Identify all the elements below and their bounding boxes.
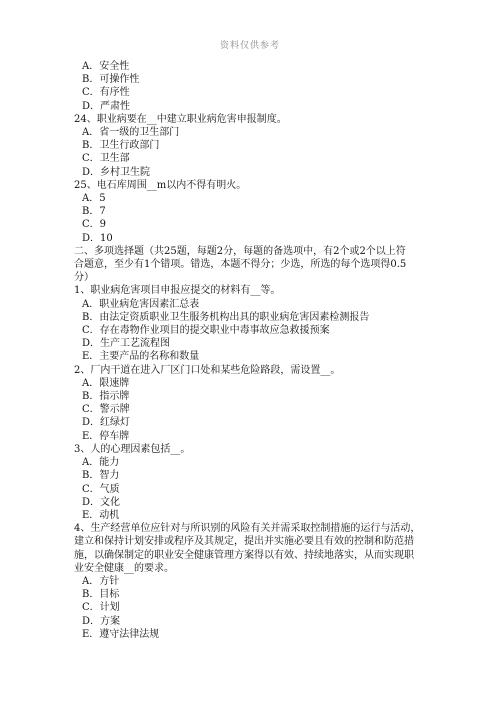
option: C．9 (82, 219, 107, 231)
option: B．7 (82, 206, 106, 218)
document-body (74, 60, 434, 641)
option: B．智力 (82, 470, 120, 482)
option: A．能力 (82, 457, 120, 469)
option: E．主要产品的名称和数量 (82, 351, 200, 363)
option: C．气质 (82, 483, 120, 495)
option: B．可操作性 (82, 74, 140, 86)
question-25-stem: 25、电石库周围__m以内不得有明火。 (74, 179, 247, 191)
multi-question-1-stem: 1、职业病危害项目申报应提交的材料有__等。 (74, 285, 281, 297)
section-2-heading-line-2: 合题意，至少有1个错项。错选，本题不得分；少选，所选的每个选项得0.5 (74, 259, 407, 271)
multi-question-3-stem: 3、人的心理因素包括__。 (74, 443, 191, 455)
multi-question-4-stem-line-2: 建立和保持计划安排或程序及其规定，提出并实施必要且有效的控制和防范措 (74, 536, 414, 548)
section-2-heading-line-1: 二、多项选择题（共25题，每题2分，每题的备选项中，有2个或2个以上符 (74, 245, 406, 257)
option: A．职业病危害因素汇总表 (82, 298, 200, 310)
option: C．计划 (82, 602, 120, 614)
question-24-stem: 24、职业病要在__中建立职业病危害申报制度。 (74, 113, 287, 125)
option: A．方针 (82, 575, 120, 587)
option: E．遵守法律法规 (82, 628, 160, 640)
option: E．动机 (82, 509, 120, 521)
multi-question-4-stem-line-1: 4、生产经营单位应针对与所识别的风险有关并需采取控制措施的运行与活动， (74, 523, 421, 535)
option: A．限速牌 (82, 377, 130, 389)
option: D．严肃性 (82, 100, 131, 112)
option: A．安全性 (82, 61, 130, 72)
option: D．生产工艺流程图 (82, 338, 171, 350)
option: E．停车牌 (82, 430, 130, 442)
option: B．由法定资质职业卫生服务机构出具的职业病危害因素检测报告 (82, 311, 370, 323)
option: B．目标 (82, 589, 120, 601)
option: C．卫生部 (82, 153, 130, 165)
option: D．10 (82, 232, 113, 244)
option: B．卫生行政部门 (82, 140, 160, 152)
option: D．方案 (82, 615, 121, 627)
option: B．指示牌 (82, 391, 130, 403)
option: C．存在毒物作业项目的提交职业中毒事故应急救援预案 (82, 325, 330, 337)
multi-question-4-stem-line-3: 施，以确保制定的职业安全健康管理方案得以有效、持续地落实，从而实现职 (74, 549, 414, 561)
option: C．有序性 (82, 87, 130, 99)
option: D．乡村卫生院 (82, 166, 151, 178)
multi-question-4-stem-line-4: 业安全健康__的要求。 (74, 562, 174, 574)
option: A．省一级的卫生部门 (82, 127, 180, 139)
section-2-heading-line-3: 分） (74, 272, 94, 284)
option: D．文化 (82, 496, 121, 508)
multi-question-2-stem: 2、厂内干道在进入厂区门口处和某些危险路段，需设置__。 (74, 364, 341, 376)
option: A．5 (82, 193, 106, 205)
page-header: 资料仅供参考 (219, 41, 280, 51)
option: D．红绿灯 (82, 417, 131, 429)
option: C．警示牌 (82, 404, 130, 416)
